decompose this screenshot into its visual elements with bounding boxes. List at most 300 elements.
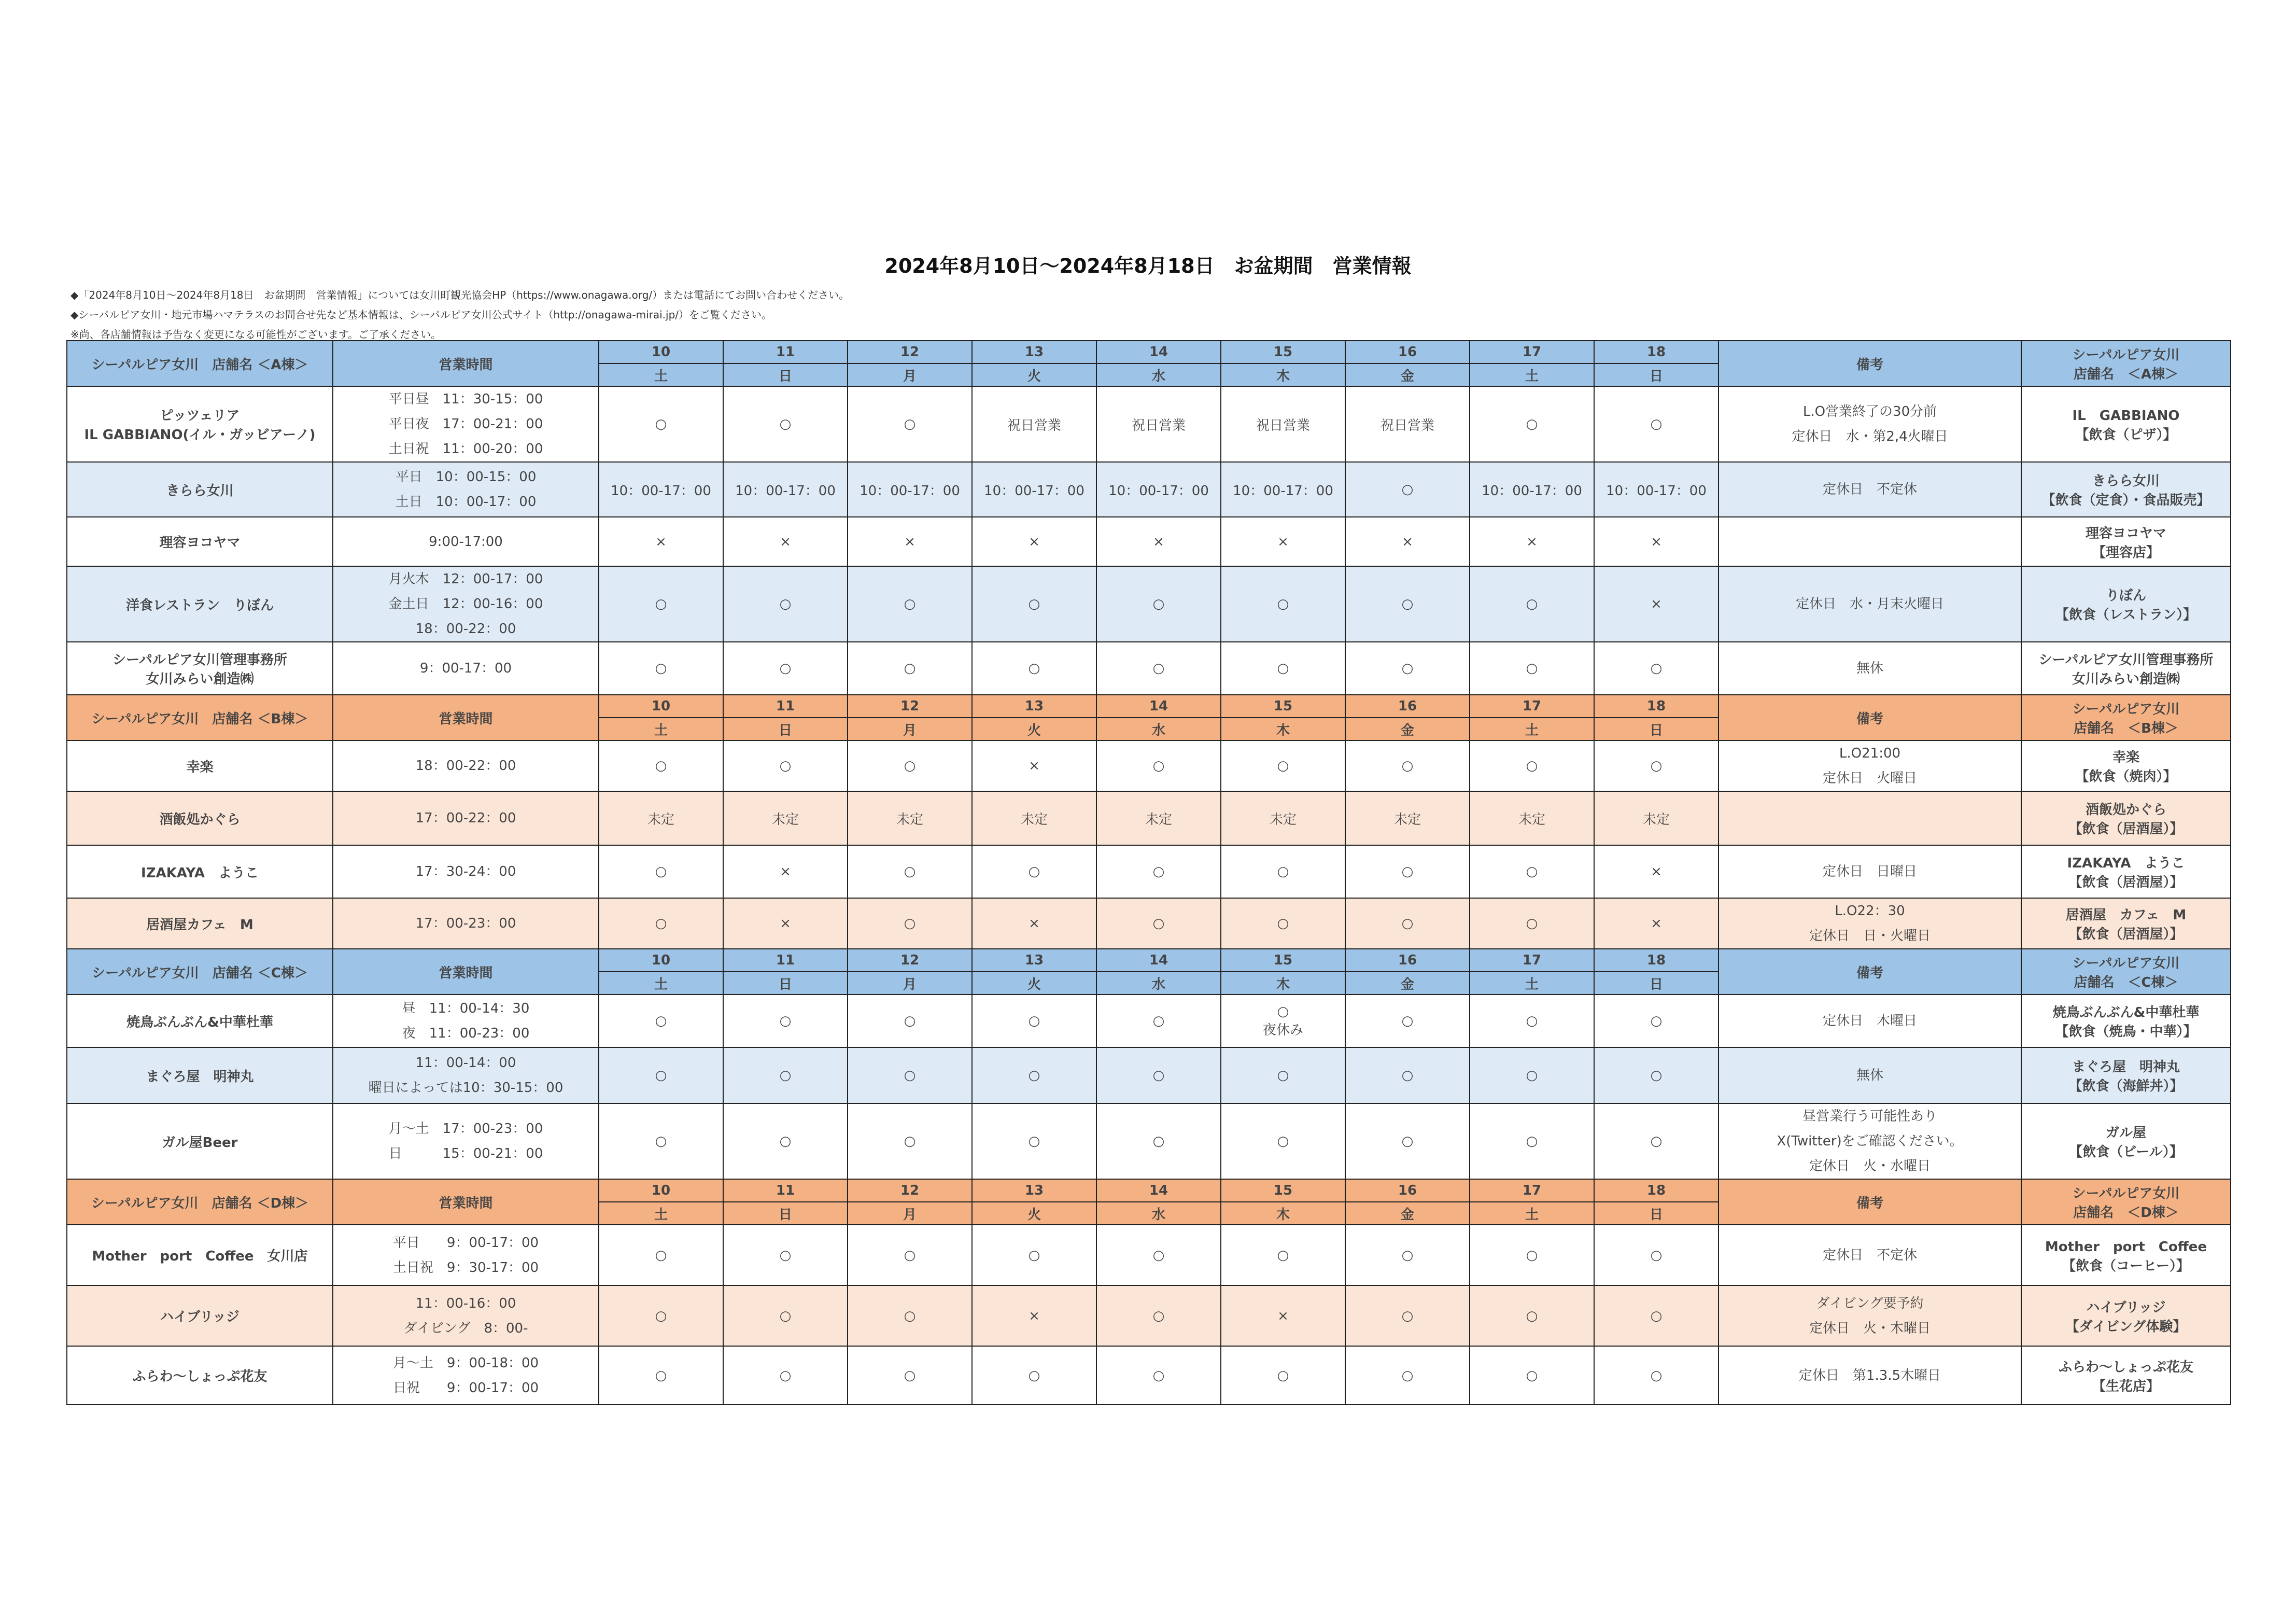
day-status: × [972, 1285, 1096, 1346]
remarks-line: 無休 [1856, 661, 1883, 676]
date-header: 18 [1594, 341, 1719, 363]
day-status: ○ [599, 740, 723, 791]
remarks-line: X(Twitter)をご確認ください。 [1777, 1133, 1963, 1149]
date-header: 13 [972, 949, 1096, 972]
day-status: × [1594, 845, 1719, 898]
table-row [67, 791, 2231, 845]
day-status: 未定 [1345, 791, 1470, 845]
block-label-right-line: シーパルピア女川 [2072, 1186, 2180, 1201]
store-category [2021, 995, 2231, 1047]
day-status: ○ [599, 1225, 723, 1285]
day-status: 未定 [1470, 791, 1594, 845]
store-category [2021, 1346, 2231, 1405]
date-header: 12 [848, 695, 972, 718]
day-status: ○ [848, 1225, 972, 1285]
hours-header: 営業時間 [333, 1179, 599, 1225]
shop-name-line: IZAKAYA ようこ [141, 865, 259, 881]
day-status [1221, 995, 1345, 1047]
day-status: 未定 [848, 791, 972, 845]
day-status: ○ [848, 995, 972, 1047]
date-header: 11 [723, 341, 848, 363]
shop-name-line: 理容ヨコヤマ [159, 535, 241, 551]
remarks-line: L.O営業終了の30分前 [1802, 404, 1937, 419]
date-header: 14 [1096, 949, 1221, 972]
day-status: 未定 [599, 791, 723, 845]
business-hours-table [66, 340, 2231, 1405]
weekday-header: 土 [1470, 1202, 1594, 1225]
store-category-line: 女川みらい創造㈱ [2072, 671, 2180, 687]
day-status: 10：00-17：00 [1221, 462, 1345, 517]
shop-name-line: 洋食レストラン りぼん [125, 597, 274, 613]
shop-hours-line: 日祝 9：00-17：00 [392, 1380, 539, 1396]
shop-name-line: ハイブリッジ [160, 1309, 240, 1325]
table-row [67, 995, 2231, 1047]
weekday-header: 月 [848, 363, 972, 386]
store-category-line: りぼん [2105, 588, 2146, 604]
date-header: 11 [723, 1179, 848, 1202]
table-row [67, 1047, 2231, 1103]
day-status: ○ [1470, 995, 1594, 1047]
remarks-line: 定休日 火・水曜日 [1809, 1158, 1931, 1174]
date-header: 10 [599, 341, 723, 363]
day-status: 未定 [1594, 791, 1719, 845]
day-status: ○ [1470, 845, 1594, 898]
remarks-line: L.O22：30 [1835, 903, 1905, 919]
shop-name-line: IL GABBIANO(イル・ガッビアーノ) [84, 427, 316, 443]
store-category-line: ガル屋 [2105, 1125, 2146, 1141]
date-header: 14 [1096, 1179, 1221, 1202]
table-row [67, 462, 2231, 517]
date-header: 17 [1470, 949, 1594, 972]
store-category [2021, 791, 2231, 845]
shop-name [67, 995, 333, 1047]
day-status: ○ [1096, 740, 1221, 791]
day-status: ○ [599, 1103, 723, 1179]
weekday-header: 金 [1345, 718, 1470, 740]
weekday-header: 木 [1221, 972, 1345, 995]
day-status-line: ○ [1277, 1003, 1289, 1019]
store-category [2021, 1285, 2231, 1346]
remarks-line: 昼営業行う可能性あり [1802, 1109, 1937, 1124]
weekday-header: 水 [1096, 718, 1221, 740]
block-label-right [2021, 1179, 2231, 1225]
weekday-header: 金 [1345, 972, 1470, 995]
store-category-line: 焼鳥ぶんぶん&中華杜華 [2052, 1005, 2200, 1020]
block-label-right [2021, 695, 2231, 740]
shop-name [67, 642, 333, 695]
day-status: ○ [723, 1346, 848, 1405]
remarks-line: 定休日 水・第2,4火曜日 [1792, 429, 1948, 444]
shop-hours-line: 平日 9：00-17：00 [392, 1235, 539, 1251]
table-row [67, 845, 2231, 898]
day-status: × [1221, 517, 1345, 566]
store-category-line: 【飲食（定食）・食品販売】 [2041, 493, 2210, 508]
day-status: ○ [1594, 995, 1719, 1047]
day-status: ○ [848, 898, 972, 949]
date-header: 15 [1221, 1179, 1345, 1202]
store-category-line: 【生花店】 [2092, 1378, 2160, 1394]
day-status: ○ [1221, 898, 1345, 949]
weekday-header: 土 [599, 1202, 723, 1225]
shop-hours-line: 9:00-17:00 [429, 534, 503, 550]
table-row [67, 1346, 2231, 1405]
date-header: 11 [723, 949, 848, 972]
day-status: ○ [1345, 566, 1470, 642]
remarks-line: 定休日 火・木曜日 [1809, 1320, 1931, 1336]
day-status: ○ [848, 566, 972, 642]
day-status: ○ [1470, 1103, 1594, 1179]
block-label-right-line: 店舗名 ＜B棟＞ [2074, 721, 2178, 736]
store-category [2021, 642, 2231, 695]
store-category-line: 理容ヨコヤマ [2085, 525, 2166, 541]
day-status: ○ [1594, 1285, 1719, 1346]
day-status: ○ [848, 386, 972, 462]
weekday-header: 月 [848, 1202, 972, 1225]
block-label-right-line: 店舗名 ＜C棟＞ [2074, 975, 2178, 990]
table-row [67, 1285, 2231, 1346]
day-status: × [1594, 566, 1719, 642]
shop-hours-line: 平日 10：00-15：00 [395, 469, 537, 485]
block-header-row [67, 341, 2231, 363]
day-status: ○ [723, 1103, 848, 1179]
shop-name-line: 女川みらい創造㈱ [146, 671, 254, 687]
shop-hours-line: 月～土 17：00-23：00 [388, 1121, 543, 1137]
store-category [2021, 566, 2231, 642]
shop-name-line: ふらわ～しょっぷ花友 [132, 1369, 267, 1384]
day-status: ○ [848, 1346, 972, 1405]
day-status: ○ [1345, 1346, 1470, 1405]
day-status: ○ [1470, 1225, 1594, 1285]
weekday-header: 月 [848, 972, 972, 995]
day-status: × [723, 898, 848, 949]
hours-header: 営業時間 [333, 949, 599, 995]
day-status: ○ [1594, 1225, 1719, 1285]
day-status: ○ [972, 566, 1096, 642]
block-header-row [67, 1179, 2231, 1202]
shop-hours [333, 566, 599, 642]
day-status: ○ [599, 898, 723, 949]
shop-name-line: きらら女川 [166, 483, 234, 499]
weekday-header: 水 [1096, 363, 1221, 386]
day-status: ○ [1096, 995, 1221, 1047]
day-status: ○ [599, 386, 723, 462]
day-status: × [723, 517, 848, 566]
weekday-header: 土 [1470, 363, 1594, 386]
store-category-line: 【理容店】 [2092, 544, 2160, 561]
remarks [1719, 1285, 2021, 1346]
store-category [2021, 462, 2231, 517]
shop-name-line: ガル屋Beer [162, 1135, 238, 1151]
day-status: ○ [1594, 1047, 1719, 1103]
page-title: 2024年8月10日～2024年8月18日 お盆期間 営業情報 [884, 255, 1412, 277]
day-status: 未定 [1096, 791, 1221, 845]
day-status: ○ [723, 1225, 848, 1285]
remarks-line: 定休日 火曜日 [1822, 771, 1917, 786]
weekday-header: 火 [972, 363, 1096, 386]
day-status: ○ [1470, 740, 1594, 791]
shop-hours-line: 月～土 9：00-18：00 [392, 1355, 539, 1371]
store-category-line: 【飲食（海鮮丼）】 [2068, 1079, 2184, 1094]
table-row [67, 740, 2231, 791]
store-category [2021, 1225, 2231, 1285]
store-category-line: ハイブリッジ [2086, 1299, 2166, 1315]
day-status: ○ [1594, 740, 1719, 791]
store-category-line: 【飲食（居酒屋）】 [2068, 927, 2184, 942]
shop-name [67, 1047, 333, 1103]
day-status: ○ [599, 1047, 723, 1103]
day-status: 10：00-17：00 [972, 462, 1096, 517]
day-status: ○ [972, 995, 1096, 1047]
day-status: ○ [972, 642, 1096, 695]
shop-hours-line: 平日昼 11：30-15：00 [388, 391, 543, 407]
day-status: ○ [848, 642, 972, 695]
store-category-line: ふらわ～しょっぷ花友 [2058, 1359, 2193, 1375]
day-status: × [599, 517, 723, 566]
weekday-header: 木 [1221, 718, 1345, 740]
day-status: ○ [1470, 566, 1594, 642]
shop-hours [333, 642, 599, 695]
store-category [2021, 517, 2231, 566]
day-status: ○ [1096, 1103, 1221, 1179]
store-category-line: IZAKAYA ようこ [2067, 856, 2185, 871]
shop-hours [333, 1346, 599, 1405]
weekday-header: 土 [599, 718, 723, 740]
day-status: ○ [1345, 462, 1470, 517]
date-header: 16 [1345, 949, 1470, 972]
store-category-line: シーパルピア女川管理事務所 [2038, 652, 2214, 668]
block-label-right [2021, 949, 2231, 995]
day-status: 祝日営業 [1096, 386, 1221, 462]
date-header: 12 [848, 949, 972, 972]
day-status: × [848, 517, 972, 566]
remarks-header: 備考 [1719, 695, 2021, 740]
day-status: ○ [1221, 1047, 1345, 1103]
day-status: ○ [599, 566, 723, 642]
day-status: ○ [1096, 642, 1221, 695]
weekday-header: 日 [1594, 1202, 1719, 1225]
store-category-line: 【ダイビング体験】 [2065, 1319, 2187, 1335]
weekday-header: 木 [1221, 1202, 1345, 1225]
weekday-header: 土 [599, 972, 723, 995]
shop-hours [333, 386, 599, 462]
shop-hours-line: 17：00-22：00 [415, 810, 516, 826]
day-status: ○ [1594, 1346, 1719, 1405]
hours-header: 営業時間 [333, 695, 599, 740]
block-header-row [67, 695, 2231, 718]
day-status: ○ [1221, 740, 1345, 791]
remarks-line: 定休日 木曜日 [1822, 1013, 1917, 1029]
weekday-header: 火 [972, 1202, 1096, 1225]
day-status: ○ [1345, 995, 1470, 1047]
day-status: 10：00-17：00 [1470, 462, 1594, 517]
shop-name [67, 1346, 333, 1405]
weekday-header: 日 [1594, 363, 1719, 386]
weekday-header: 日 [723, 718, 848, 740]
table-row [67, 1103, 2231, 1179]
day-status: ○ [723, 740, 848, 791]
date-header: 16 [1345, 341, 1470, 363]
shop-name-line: まぐろ屋 明神丸 [146, 1069, 254, 1085]
shop-hours-line: 金土日 12：00-16：00 [388, 596, 543, 612]
day-status: ○ [1594, 386, 1719, 462]
store-category-line: 【飲食（ピザ）】 [2075, 427, 2177, 443]
store-category-line: 【飲食（居酒屋）】 [2068, 821, 2184, 837]
table-row [67, 566, 2231, 642]
shop-hours [333, 845, 599, 898]
table-row [67, 642, 2231, 695]
day-status: ○ [599, 845, 723, 898]
date-header: 15 [1221, 695, 1345, 718]
shop-name [67, 566, 333, 642]
remarks [1719, 791, 2021, 845]
day-status: × [1096, 517, 1221, 566]
store-category-line: きらら女川 [2092, 473, 2160, 489]
day-status: 10：00-17：00 [848, 462, 972, 517]
date-header: 18 [1594, 1179, 1719, 1202]
day-status: ○ [599, 1346, 723, 1405]
remarks-header: 備考 [1719, 341, 2021, 386]
day-status: 10：00-17：00 [599, 462, 723, 517]
store-category [2021, 845, 2231, 898]
shop-hours [333, 995, 599, 1047]
day-status: 未定 [1221, 791, 1345, 845]
shop-name-line: ピッツェリア [160, 408, 240, 424]
weekday-header: 日 [1594, 972, 1719, 995]
day-status: 10：00-17：00 [723, 462, 848, 517]
shop-hours [333, 462, 599, 517]
date-header: 17 [1470, 695, 1594, 718]
day-status: ○ [1345, 845, 1470, 898]
weekday-header: 日 [723, 363, 848, 386]
shop-hours [333, 517, 599, 566]
remarks [1719, 642, 2021, 695]
remarks [1719, 1225, 2021, 1285]
shop-hours-line: 11：00-16：00 [415, 1295, 516, 1311]
block-label: シーパルピア女川 店舗名 ＜D棟＞ [67, 1179, 333, 1225]
day-status: ○ [848, 845, 972, 898]
remarks-line: 定休日 第1.3.5木曜日 [1798, 1367, 1941, 1383]
remarks-line: ダイビング要予約 [1816, 1295, 1924, 1311]
day-status: ○ [723, 642, 848, 695]
store-category [2021, 1103, 2231, 1179]
weekday-header: 月 [848, 718, 972, 740]
remarks-line: 無休 [1856, 1068, 1883, 1083]
note-line: ◆「2024年8月10日～2024年8月18日 お盆期間 営業情報」については女川町観光協会HP（https://www.onagawa.org/）または電話にてお問い合わせください。 [71, 289, 850, 301]
shop-hours-line: 夜 11：00-23：00 [402, 1026, 530, 1041]
day-status: ○ [723, 386, 848, 462]
remarks [1719, 386, 2021, 462]
day-status: ○ [1221, 642, 1345, 695]
shop-hours-line: 曜日によっては10：30-15：00 [368, 1080, 564, 1096]
shop-hours-line: 昼 11：00-14：30 [402, 1001, 530, 1016]
notes [71, 285, 849, 344]
day-status: ○ [1470, 386, 1594, 462]
remarks-header: 備考 [1719, 949, 2021, 995]
day-status: ○ [972, 1103, 1096, 1179]
remarks [1719, 1346, 2021, 1405]
shop-name [67, 462, 333, 517]
weekday-header: 土 [1470, 972, 1594, 995]
day-status: ○ [1345, 1225, 1470, 1285]
day-status: ○ [1096, 1225, 1221, 1285]
block-label: シーパルピア女川 店舗名 ＜C棟＞ [67, 949, 333, 995]
day-status: 未定 [972, 791, 1096, 845]
date-header: 10 [599, 695, 723, 718]
day-status: ○ [1345, 898, 1470, 949]
shop-hours [333, 1225, 599, 1285]
weekday-header: 日 [723, 972, 848, 995]
shop-name [67, 740, 333, 791]
block-label-right-line: 店舗名 ＜D棟＞ [2073, 1205, 2179, 1221]
shop-hours-line: 17：00-23：00 [415, 916, 516, 931]
shop-name-line: 焼鳥ぶんぶん&中華杜華 [126, 1014, 273, 1030]
day-status: 未定 [723, 791, 848, 845]
block-label-right-line: シーパルピア女川 [2072, 702, 2180, 717]
day-status: ○ [1345, 1103, 1470, 1179]
shop-hours-line: ダイビング 8：00- [403, 1320, 528, 1336]
block-label-right [2021, 341, 2231, 386]
table-body [67, 341, 2231, 1405]
store-category-line: 【飲食（コーヒー）】 [2062, 1258, 2190, 1274]
remarks-header: 備考 [1719, 1179, 2021, 1225]
day-status: × [1221, 1285, 1345, 1346]
shop-name [67, 1225, 333, 1285]
day-status: ○ [723, 1047, 848, 1103]
shop-hours-line: 土日祝 11：00-20：00 [388, 441, 543, 457]
date-header: 16 [1345, 695, 1470, 718]
shop-name [67, 1285, 333, 1346]
shop-name-line: 幸楽 [186, 759, 214, 775]
date-header: 10 [599, 1179, 723, 1202]
shop-name [67, 791, 333, 845]
shop-name [67, 898, 333, 949]
day-status: 祝日営業 [972, 386, 1096, 462]
shop-name-line: Mother port Coffee 女川店 [92, 1249, 308, 1264]
remarks [1719, 517, 2021, 566]
shop-name [67, 845, 333, 898]
day-status: ○ [1221, 1225, 1345, 1285]
day-status: ○ [1594, 1103, 1719, 1179]
remarks-line: 定休日 水・月末火曜日 [1795, 596, 1944, 612]
day-status: ○ [1096, 1047, 1221, 1103]
date-header: 13 [972, 1179, 1096, 1202]
table-row [67, 1225, 2231, 1285]
weekday-header: 土 [1470, 718, 1594, 740]
date-header: 18 [1594, 949, 1719, 972]
weekday-header: 水 [1096, 972, 1221, 995]
date-header: 14 [1096, 695, 1221, 718]
date-header: 17 [1470, 341, 1594, 363]
day-status: ○ [1096, 566, 1221, 642]
weekday-header: 土 [599, 363, 723, 386]
store-category [2021, 898, 2231, 949]
day-status: ○ [1096, 845, 1221, 898]
shop-hours-line: 土日 10：00-17：00 [395, 494, 537, 510]
remarks [1719, 845, 2021, 898]
day-status: × [972, 517, 1096, 566]
weekday-header: 水 [1096, 1202, 1221, 1225]
day-status-line: 夜休み [1262, 1022, 1303, 1038]
shop-name [67, 1103, 333, 1179]
day-status: ○ [1470, 642, 1594, 695]
day-status: ○ [972, 1346, 1096, 1405]
day-status: ○ [1345, 1285, 1470, 1346]
day-status: 祝日営業 [1221, 386, 1345, 462]
remarks [1719, 1103, 2021, 1179]
day-status: ○ [1221, 566, 1345, 642]
day-status: ○ [1470, 1047, 1594, 1103]
shop-name [67, 517, 333, 566]
